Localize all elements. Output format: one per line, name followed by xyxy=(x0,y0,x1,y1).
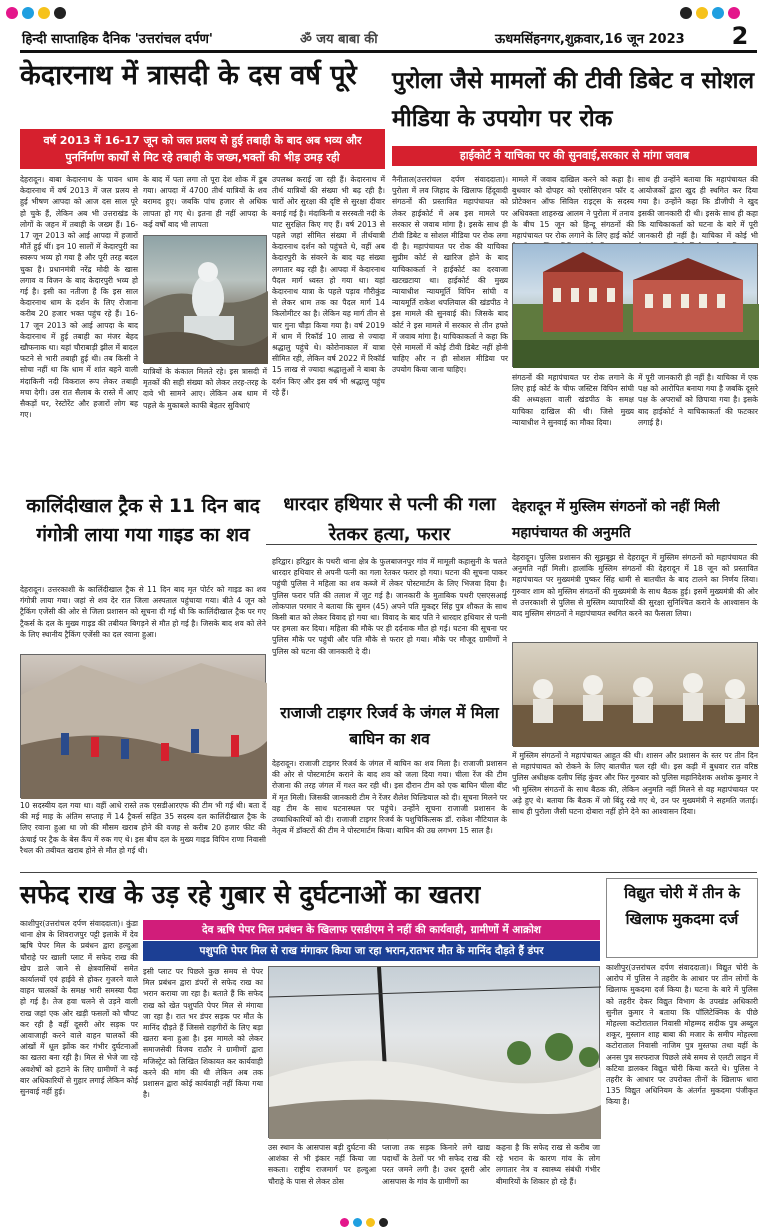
dehradun-text: देहरादून। पुलिस प्रशासन की सूझबूझ से देहरादून में मुस्लिम संगठनों को महापंचायत की अनुमति नहीं मिली। हालांकि मुस्लिम संगठनों की देहरादून में 18 जून को प्रस्तावित महापंचायत पर मुख्यमंत्री पुष्कर सिंह धामी से बातचीत के बाद टालने का निर्णय लिया। गुरुवार शाम को मुस्लिम संगठनों की मुख्यमंत्री के साथ बैठक हुई। इसमें मुख्यमंत्री की ओर से उत्तरकाशी से पुलिस से मुस्लिम व्यापारियों की सुरक्षा सुनिश्चित कराने के आश्वासन के बाद मुस्लिम संगठनों ने महापंचायत स्थगित करने का फैसला लिया। xyxy=(512,553,758,619)
kalindikhal-text: देहरादून। उत्तरकाशी के कालिंदीखाल ट्रैक से 11 दिन बाद मृत पोर्टर को गाइड का शव गंगोत्री लाया गया। जहां से शव देर रात जिला अस्पताल पहुंचाया गया। बीते 4 जून को ट्रैकिंग एजेंसी की ओर से जिला प्रशासन को सूचना दी गई थी कि कालिंदीखाल ट्रैक पर गए ट्रैकर्स के दल के मुख्य गाइड की तबीयत बिगड़ने से मौत हो गई है। जिसके बाद शव को लेने के लिए स्थानीय ट्रैकिंग एजेंसी का दल रवाना हुआ। xyxy=(20,585,266,639)
bottom-color-dots xyxy=(340,1212,430,1226)
meeting-graphic xyxy=(513,643,759,747)
kedarnath-col1: देहरादून। बाबा केदारनाथ के पावन धाम केदारनाथ में वर्ष 2013 में जल प्रलय से हुई भीषण आपदा को आज दस साल पूरे हो चुके हैं, लेकिन अब भी उत्तराखंड के लोगों के जहन में तबाही के जख्म हैं। 16-17 जून 2013 को आई आपदा में हजारों मौतें हुई थीं। इन 10 सालों में केदारपुरी का स्वरूप भव्य हो गया है और पूरी तरह बदल चुका है। प्रधानमंत्री नरेंद्र मोदी के खास लगाव व विजन के बाद केदारपुरी भव्य हो गई है। इसी का नतीजा है कि इस साल केदारनाथ धाम के दर्शन के लिए रोजाना करीब 20 हजार भक्त पहुंच रहे हैं। 16-17 जून 2013 को आई आपदा के बाद केदारनाथ में हुई तबाही का मंजर बेहद खौफनाक था। यहां चौराबाड़ी झील में बादल फटने से भारी तबाही हुई थी। तब किसी ने सोचा नहीं था कि धाम में शांत बहने वाली मंदाकिनी नदी विकराल रूप लेकर तबाही मचा देगी। उस रात सैलाब के रास्ते में आए सैकड़ों घर, रेस्टोरेंट और हजारों लोग बह गए। xyxy=(20,175,138,420)
shiva-statue-graphic xyxy=(144,236,268,364)
kedarnath-col2-top: के बाद में पता लगा तो पूरा देश शोक में डूब गया। आपदा में 4700 तीर्थ यात्रियों के शव बरामद हुए। जबकि पांच हजार से अधिक लापता हो गए थे। इतना ही नहीं आपदा के कई वर्षों बाद भी लापता xyxy=(143,175,267,229)
dehradun-text-2: में मुस्लिम संगठनों ने महापंचायत आहूत की थी। शासन और प्रशासन के स्तर पर तीन दिन से महापंचायत को रोकने के लिए बातचीत चल रही थी। इस कड़ी में बुधवार रात वरिष्ठ पुलिस अधीक्षक दलीप सिंह कुंवर और फिर गुरुवार को पुलिस महानिदेशक अशोक कुमार ने भी मुस्लिम संगठनों के साथ बैठक की, लेकिन अनुमति नहीं मिलने से वह महापंचायत पर अड़े हुए थे। बताया कि बैठक में जो बिंदु रखे गए थे, उन पर मुख्यमंत्री ने सहमति जताई। साथ ही पुरोला जैसी घटना दोबारा नहीं होने देने का आश्वासन दिया। xyxy=(512,751,758,817)
kedarnath-col2-bottom: यात्रियों के कंकाल मिलते रहे। इस त्रासदी में मृतकों की सही संख्या को लेकर तरह-तरह के दावे भी सामने आए। लेकिन अब धाम में पहले के मुकाबले काफी बेहतर सुविधाएं xyxy=(143,367,267,410)
purola-col3-top: साथ ही उन्होंने बताया कि महापंचायत की आयोजकों द्वारा खुद ही स्थगित कर दिया गया है। उन्होंने कहा कि डीजीपी ने खुद इसकी जानकारी दी थी। इसके साथ ही कहा कि याचिकाकर्ता को घटना के बारे में पूरी जानकारी ही नहीं है। याचिका में कोई भी xyxy=(638,175,758,241)
om-symbol-icon: ॐ xyxy=(300,32,312,47)
kedarnath-shiva-photo xyxy=(143,235,267,363)
top-left-color-dots xyxy=(6,4,96,20)
section-divider-2 xyxy=(20,872,757,873)
purola-col2-bottom: संगठनों की महापंचायत पर रोक लगाने के लिए हाई कोर्ट के चीफ जस्टिस विपिन सांघी की अध्यक्षता वाली खंडपीठ के समक्ष याचिका दाखिल की थी। जिसे मुख्य न्यायाधीश ने सुनवाई का मौका दिया। xyxy=(512,373,634,427)
ash-col2: इसी प्लाट पर पिछले कुछ समय से पेपर मिल प्रबंधन द्वारा डंपरों से सफेद राख का भरान कराया जा रहा है। बताते हैं कि सफेद राख को खेत पशुपति पेपर मिल से मंगाया जा रहा है। रात भर डंपर सड़क पर मौत के मानिंद दौड़ते हैं जिससे राहगीरों के लिए बड़ा खतरा बना हुआ है। इस मामले को लेकर समाजसेवी विजय राठौर ने ग्रामीणों द्वारा मजिस्ट्रेट को लिखित शिकायत कर कार्यवाही करने की मांग की थी लेकिन अब तक प्रशासन द्वारा कोई कार्यवाही नहीं किया गया है। xyxy=(143,967,263,1100)
masthead-rule xyxy=(20,50,757,53)
kedarnath-col3: उपलब्ध कराई जा रही हैं। केदारनाथ में तीर्थ यात्रियों की संख्या भी बढ़ रही है। चारों ओर सुरक्षा की दृष्टि से सुरक्षा दीवार बनाई गई है। मंदाकिनी व सरस्वती नदी के घाट सुरक्षित किए गए हैं। वर्ष 2013 से पहले जहां सीमित संख्या में तीर्थयात्री केदारनाथ दर्शन को पहुंचते थे, वहीं अब केदारपुरी के संवरने के बाद यह संख्या लगातार बढ़ रही है। आपदा में केदारनाथ पैदल मार्ग ध्वस्त हो गया था। यहां केदारनाथ यात्रा के पहले पड़ाव गौरीकुंड से लेकर धाम तक का पैदल मार्ग 14 किलोमीटर का है। लेकिन यह मार्ग तीन से चार गुना चौड़ा किया गया है। वर्ष 2019 में धाम में रिकॉर्ड 10 लाख से ज्यादा श्रद्धालु पहुंचे थे। कोरोनाकाल में यात्रा सीमित रही, लेकिन वर्ष 2022 में रिकॉर्ड 15 लाख से ज्यादा श्रद्धालुओं ने बाबा के दर्शन किए और इस वर्ष भी श्रद्धालु पहुंच रहे हैं। xyxy=(272,175,385,397)
ash-dump-photo xyxy=(268,966,600,1138)
rajaji-headline: राजाजी टाइगर रिजर्व के जंगल में मिला बाघिन का शव xyxy=(280,704,499,748)
purola-banner: हाईकोर्ट ने याचिका पर की सुनवाई,सरकार से मांगा जवाब xyxy=(392,146,757,166)
meeting-photo xyxy=(512,642,758,746)
rajaji-text: देहरादून। राजाजी टाइगर रिजर्व के जंगल में बाघिन का शव मिला है। राजाजी प्रशासन की ओर से पोस्टमार्टम कराने के बाद शव को जला दिया गया। चीला रेंज की टीम रोजाना की तरह जंगल में गश्त कर रही थी। इस दौरान टीम को एक बाघिन चीला बीट में मृत मिली। जिसकी जानकारी टीम ने रेंजर शैलेश घिल्डियाल को दी। सूचना मिलने पर वह टीम के साथ घटनास्थल पर पहुंचे। उन्होंने सूचना राजाजी प्रशासन के उच्चाधिकारियों को दी। राजाजी टाइगर रिजर्व के पशुचिकित्सक डॉ. राकेश नौटियाल के नेतृत्व में डॉक्टरों की टीम ने पोस्टमार्टम किया। बाघिन की उम्र लगभग 15 साल है। xyxy=(272,759,507,836)
electricity-text: काशीपुर(उत्तरांचल दर्पण संवाददाता)। विद्युत चोरी के आरोप में पुलिस ने तहरीर के आधार पर तीन लोगों के खिलाफ मुकदमा दर्ज किया है। घटना के बारे में पुलिस को तहरीर देकर विद्युत विभाग के उपखंड अधिकारी सुनील कुमार ने बताया कि पॉलिटेक्निक के पीछे मोहल्ला कटोराताल निवासी मोहम्मद सदीक पुत्र अब्दुल शकूर, मुस्लान शाह बाबा की मजार के समीप मोहल्ला कटोराताल निवासी नाजिम पुत्र मुस्तफा तथा यहीं के अनस पुत्र सरफराज पिछले लंबे समय से एलटी लाइन में कटिया डालकर विद्युत चोरी किया करते थे। पुलिस ने तहरीर के आधार पर उपरोक्त तीनों के खिलाफ धारा 135 विद्युत अधिनियम के अंतर्गत मुकदमा पंजीकृत किया है। xyxy=(606,963,758,1107)
high-court-building-photo xyxy=(512,243,758,367)
purola-col3-bottom: में पूरी जानकारी ही नहीं है। याचिका में एक पक्ष को आरोपित बनाया गया है जबकि दूसरे पक्ष के अपराधों को छिपाया गया है। इसके बाद हाईकोर्ट ने याचिकाकर्ता की फटकार लगाई है। xyxy=(638,373,758,427)
kalindikhal-caption: 10 सदस्यीय दल गया था। वहीं आधे रास्ते तक एसडीआरएफ की टीम भी गई थी। बता दें की मई माह के अंतिम सप्ताह में 14 ट्रैकर्स सहित 35 सदस्य दल कालिंदीखाल ट्रैक के लिए रवाना हुआ था जो की मौसम खराब होने की वजह से करीब 20 हजार फीट की ऊंचाई पर ट्रैक के बेस कैंप में रुक गए थे। इस बीच दल के मुख्य गाइड विपिन राणा निवासी रैथल की तबीयत खराब होने से मौत हो गई थी। xyxy=(20,801,266,855)
page-number: 2 xyxy=(731,22,749,50)
haridwar-headline: धारदार हथियार से पत्नी की गला रेतकर हत्या, फरार xyxy=(283,494,496,545)
ash-headline: सफेद राख के उड़ रहे गुबार से दुर्घटनाओं का खतरा xyxy=(20,880,481,909)
kedarnath-banner: वर्ष 2013 में 16-17 जून को जल प्रलय से हुई तबाही के बाद अब भव्य और पुनर्निर्माण कार्यों से मिट रहे तबाही के जख्म,भक्तों की भीड़ उमड़ रही xyxy=(20,129,385,169)
ash-banner-2: पशुपति पेपर मिल से राख मंगाकर किया जा रहा भरान,रातभर मौत के मानिंद दौड़ते हैं डंपर xyxy=(143,941,600,961)
newspaper-name: हिन्दी साप्ताहिक दैनिक 'उत्तरांचल दर्पण' xyxy=(22,32,213,47)
masthead-center xyxy=(300,29,440,47)
haridwar-text: हरिद्वार। हरिद्वार के पथरी थाना क्षेत्र के फुलबाजनपुर गांव में मामूली कहासुनी के चलते धारदार हथियार से अपनी पत्नी का गला रेतकर फरार हो गया। घटना की सूचना पाकर पहुंची पुलिस ने महिला का शव कब्जे में लेकर पोस्टमार्टम के लिए भिजवा दिया है। पुलिस फरार पति की तलाश में जुट गई है। जानकारी के मुताबिक पथरी एसएसआई लोकपाल परमार ने बताया कि सुमन (45) अपने पति मुकद्दर सिंह पुत्र शौकत के साथ किसी बात को लेकर विवाद हो गया था। विवाद के बाद पति ने धारदार हथियार से पत्नी पर हमला कर दिया। महिला की मौके पर ही दर्दनाक मौत हो गई। घटना की सूचना पर पुलिस मौके पर पहुंची और पति मौके से फरार हो गया। मौके पर मौजूद ग्रामीणों ने पुलिस को घटना की जानकारी दे दी। xyxy=(272,557,507,656)
ash-banner-1: देव ऋषि पेपर मिल प्रबंधन के खिलाफ एसडीएम ने नहीं की कार्यवाही, ग्रामीणों में आक्रोश xyxy=(143,920,600,940)
electricity-headline: विद्युत चोरी में तीन के खिलाफ मुकदमा दर्ज xyxy=(606,878,758,958)
trekkers-photo xyxy=(20,654,266,798)
kalindikhal-headline: कालिंदीखाल ट्रैक से 11 दिन बाद गंगोत्री लाया गया गाइड का शव xyxy=(20,490,266,580)
purola-col2-top: मामले में जवाब दाखिल करने को कहा है। बुधवार को दोपहर को एसोसिएशन फॉर द प्रोटेक्शन ऑफ सिविल राइट्स के सदस्य अधिवक्ता शाहरुख आलम ने पुरोला में तनाव के बीच 15 जून को हिन्दू संगठनों की महापंचायत पर रोक लगाने के लिए हाई कोर्ट xyxy=(512,175,634,241)
ash-col3: उस स्थान के आसपास बड़ी दुर्घटना की आशंका से भी इंकार नहीं किया जा सकता। राष्ट्रीय राजमार्ग पर हल्दुआ चौराहे के पास से लेकर ठोस xyxy=(268,1143,376,1186)
purola-col1: नैनीताल(उत्तरांचल दर्पण संवाददाता)। पुरोला में लव जिहाद के खिलाफ हिंदूवादी संगठनों की प्रस्तावित महापंचायत को लेकर हाईकोर्ट में अब इस मामले पर सरकार से जवाब मांगा है। इसके साथ ही टीवी डिबेट व सोशल मीडिया पर रोक लगा दी है। महापंचायत पर रोक की याचिका सुप्रीम कोर्ट से खारिज होने के बाद याचिकाकर्ता ने हाईकोर्ट का दरवाजा खटखटाया था। हाईकोर्ट की मुख्य न्यायाधीश न्यायमूर्ति विपिन सांघी व न्यायमूर्ति राकेश थपलियाल की खंडपीठ ने इस मामले की सुनवाई की। जिसके बाद कोर्ट ने इस मामले में सरकार से तीन हफ्ते में जवाब मांगा है। याचिकाकर्ता ने कहा कि ऐसे मामलों में कोई टीवी डिबेट नहीं होनी चाहिए और न ही सोशल मीडिया पर उपयोग किया जाना चाहिए। xyxy=(392,175,508,375)
trekkers-graphic xyxy=(21,655,267,799)
court-building-graphic xyxy=(513,244,759,368)
ash-col1: काशीपुर(उत्तरांचल दर्पण संवाददाता)। कुंडा थाना क्षेत्र के शिवराजपुर पट्टी इलाके में देव ऋषि पेपर मिल के प्रबंधन द्वारा हल्दुआ चौराहे पर खाली प्लाट में सफेद राख की खेप डाले जाने से क्षेत्रवासियों समेत कार्यालयों एवं हाईवे से होकर गुजरने वाले वाहन चालकों के समक्ष भारी समस्या पैदा हो गई है। तेज हवा चलने से उड़ने वाली राख जहां एक ओर खड़ी फसलों को चौपट कर रही है वहीं दूसरी ओर सड़क पर आवाजाही करने वाले वाहन चालकों की आंखों में धूल झोंक कर गंभीर दुर्घटनाओं का खतरा बना रही है। मिल से भेजे जा रहे अवशेषों को हटाने के लिए ग्रामीणों ने कई बार अधिकारियों से गुहार लगाई लेकिन कोई सुनवाई नहीं हुई। xyxy=(20,919,138,1097)
kedarnath-headline: केदारनाथ में त्रासदी के दस वर्ष पूरे xyxy=(20,60,357,91)
dehradun-headline: देहरादून में मुस्लिम संगठनों को नहीं मिली महापंचायत की अनुमति xyxy=(512,499,720,541)
ash-dump-graphic xyxy=(269,967,601,1139)
masthead-slogan: जय बाबा की xyxy=(316,32,378,47)
ash-col5: कहना है कि सफेद राख से करीब जा रहे भरान के कारण गांव के लोग लगातार नेत्र व स्वास्थ्य संबंधी गंभीर बीमारियों के शिकार हो रहे हैं। xyxy=(496,1143,600,1186)
dateline: ऊधमसिंहनगर,शुक्रवार,16 जून 2023 xyxy=(495,32,685,47)
purola-headline: पुरोला जैसे मामलों की टीवी डिबेट व सोशल मीडिया के उपयोग पर रोक xyxy=(392,68,755,132)
ash-col4: प्लाजा तक सड़क किनारे लगे खाद्य पदार्थों के ठेलों पर भी सफेद राख की परत जमने लगी है। उधर दूसरी ओर आसपास के गांव के ग्रामीणों का xyxy=(382,1143,490,1186)
top-right-color-dots xyxy=(680,4,770,20)
